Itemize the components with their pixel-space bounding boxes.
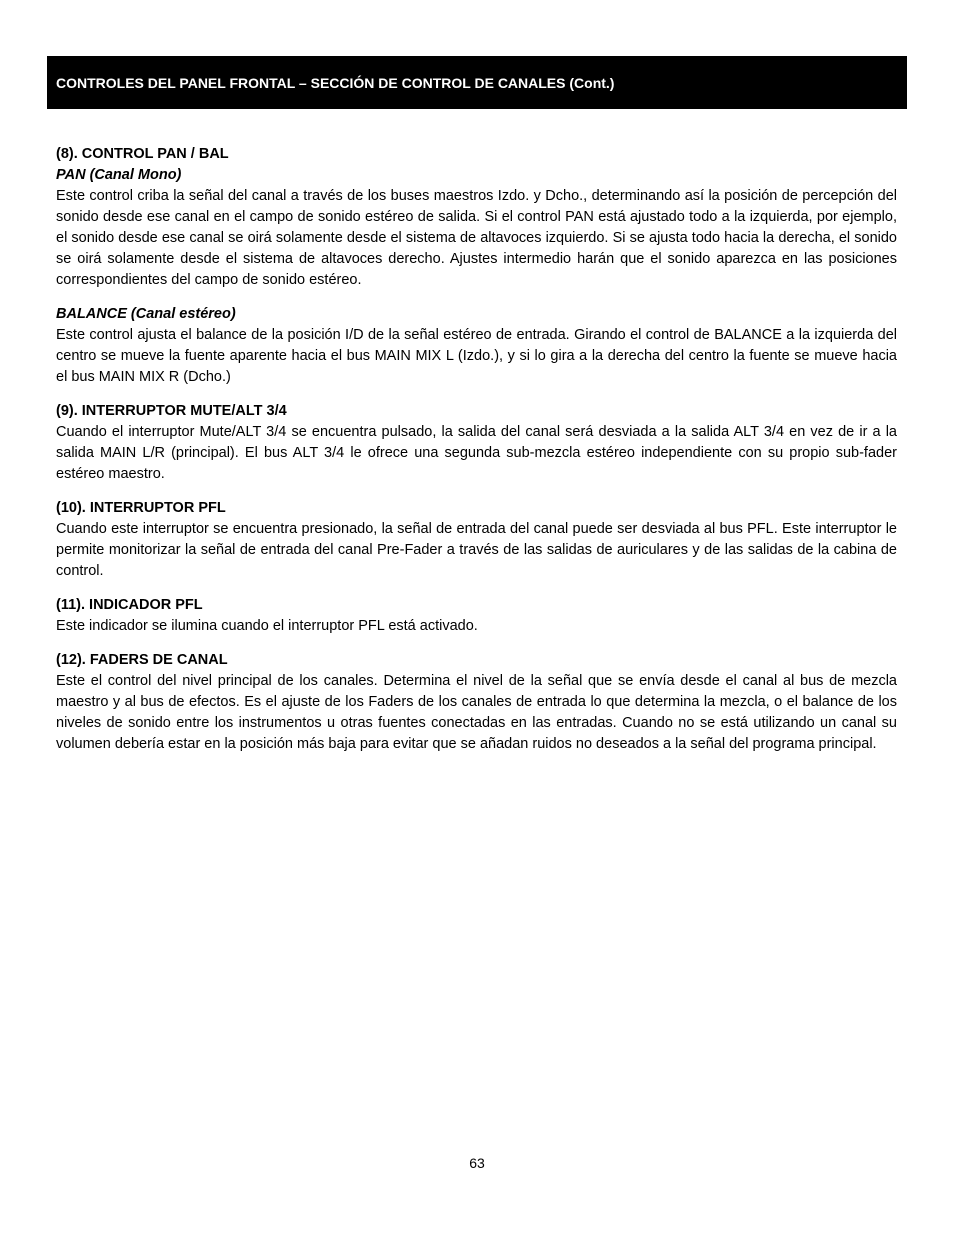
section-heading: (11). INDICADOR PFL (56, 597, 203, 613)
section-heading: (8). CONTROL PAN / BAL (56, 146, 229, 162)
section-faders (56, 650, 897, 755)
paragraph-pan: Este control criba la señal del canal a través de los buses maestros Izdo. y Dcho., determinando así la posición de percepción del sonido desde ese canal en el campo de sonido estéreo de salida. Si el control PAN está ajustado todo a la izquierda, por ejemplo, el sonido desde ese canal se oirá solamente desde el sistema de altavoces izquierdo. Si se ajusta todo hacia la derecha, el sonido se oirá solamente desde el sistema de altavoces derecho. Ajustes intermedio harán que el sonido aparezca en las posiciones correspondientes del campo de sonido estéreo. (56, 188, 897, 288)
section-heading: (9). INTERRUPTOR MUTE/ALT 3/4 (56, 403, 287, 419)
section-balance (56, 304, 897, 388)
document-body (56, 144, 897, 768)
section-mute (56, 401, 897, 485)
section-pan-bal (56, 144, 897, 291)
section-pfl-switch (56, 498, 897, 582)
section-heading: (12). FADERS DE CANAL (56, 652, 228, 668)
paragraph-faders: Este el control del nivel principal de los canales. Determina el nivel de la señal que se envía desde el canal al bus de mezcla maestro y al bus de efectos. Es el ajuste de los Faders de los canales de entrada lo que determina la mezcla, o el balance de los niveles de sonido entre los instrumentos u otras fuentes conectadas en las entradas. Cuando no se está utilizando un canal su volumen debería estar en la posición más baja para evitar que se añadan ruidos no deseados a la señal del programa principal. (56, 673, 897, 752)
page-number: 63 (469, 1155, 485, 1171)
page-title: CONTROLES DEL PANEL FRONTAL – SECCIÓN DE CONTROL DE CANALES (Cont.) (56, 74, 615, 91)
section-pfl-indicator (56, 595, 897, 637)
subheading-pan: PAN (Canal Mono) (56, 167, 182, 183)
header-bar (47, 56, 907, 109)
section-heading: (10). INTERRUPTOR PFL (56, 500, 226, 516)
paragraph-balance: Este control ajusta el balance de la posición I/D de la señal estéreo de entrada. Girando el control de BALANCE a la izquierda del centro se mueve la fuente aparente hacia el bus MAIN MIX L (Izdo.), y si lo gira a la derecha del centro la fuente se mueve hacia el bus MAIN MIX R (Dcho.) (56, 327, 897, 385)
subheading-balance: BALANCE (Canal estéreo) (56, 306, 236, 322)
paragraph-pfl-indicator: Este indicador se ilumina cuando el interruptor PFL está activado. (56, 618, 478, 634)
paragraph-mute: Cuando el interruptor Mute/ALT 3/4 se encuentra pulsado, la salida del canal será desviada a la salida ALT 3/4 en vez de ir a la salida MAIN L/R (principal). El bus ALT 3/4 le ofrece una segunda sub-mezcla estéreo independiente con su propio sub-fader estéreo maestro. (56, 424, 897, 482)
paragraph-pfl-switch: Cuando este interruptor se encuentra presionado, la señal de entrada del canal puede ser desviada al bus PFL. Este interruptor le permite monitorizar la señal de entrada del canal Pre-Fader a través de las salidas de auriculares y de las salidas de la cabina de control. (56, 521, 897, 579)
